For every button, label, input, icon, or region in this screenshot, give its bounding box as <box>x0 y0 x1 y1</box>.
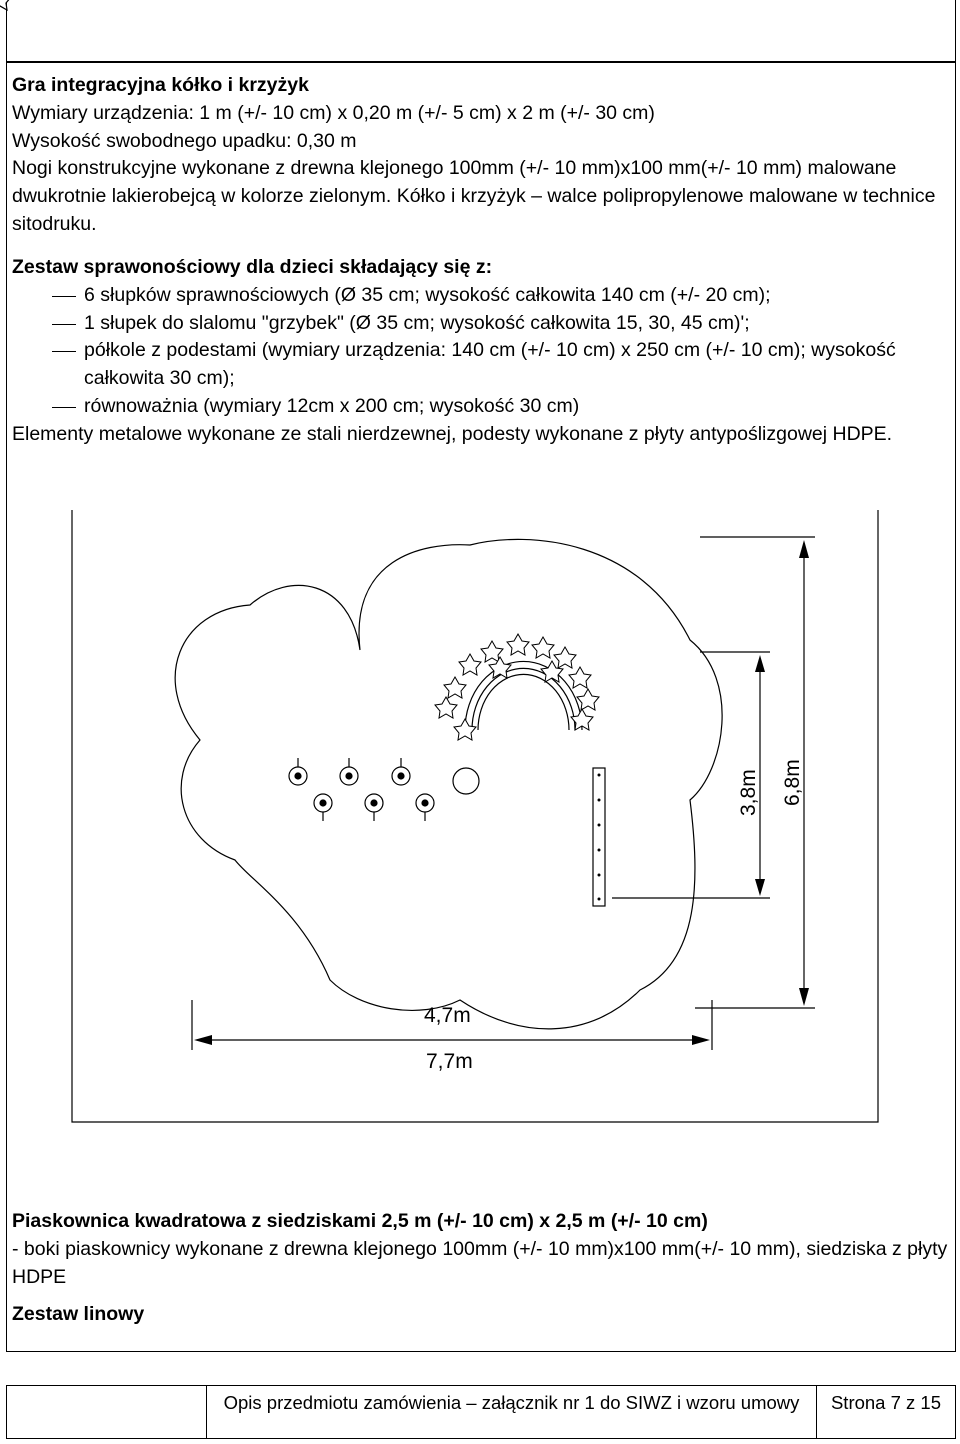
fitness-posts <box>289 758 479 821</box>
footer-description: Opis przedmiotu zamówienia – załącznik nr 1 do SIWZ i wzoru umowy <box>207 1386 817 1438</box>
section-title: Zestaw sprawonościowy dla dzieci składający się z: <box>12 256 493 278</box>
fitness-post <box>365 794 383 821</box>
dimension-label-outer-width: 7,7m <box>426 1050 473 1073</box>
fitness-post <box>314 794 332 821</box>
semicircle-arc <box>478 674 569 730</box>
balance-beam <box>593 768 605 906</box>
platform-star <box>569 667 591 688</box>
platform-star <box>532 637 554 658</box>
platform-star <box>577 689 599 710</box>
fitness-post <box>340 758 358 785</box>
fall-height-line: Wysokość swobodnego upadku: 0,30 m <box>12 129 357 152</box>
semicircle-platforms <box>0 0 582 730</box>
platform-star <box>435 697 457 718</box>
sandbox-description: - boki piaskownicy wykonane z drewna klejonego 100mm (+/- 10 mm)x100 mm(+/- 10 mm), siedziska z płyty HDPE <box>12 1237 948 1288</box>
arrow-head <box>755 879 765 896</box>
dimension-label-inner-height: 3,8m <box>737 769 760 816</box>
section-title: Gra integracyjna kółko i krzyżyk <box>12 74 309 96</box>
dimensions-line: Wymiary urządzenia: 1 m (+/- 10 cm) x 0,20 m (+/- 5 cm) x 2 m (+/- 30 cm) <box>12 101 655 124</box>
list-item: równoważnia (wymiary 12cm x 200 cm; wysokość 30 cm) <box>12 393 948 421</box>
page-number: Strona 7 z 15 <box>830 1392 942 1413</box>
safety-zone-outline <box>175 539 722 1028</box>
construction-description: Nogi konstrukcyjne wykonane z drewna klejonego 100mm (+/- 10 mm)x100 mm(+/- 10 mm) malowane dwukrotnie lakierobejcą w kolorze zielonym. Kółko i krzyżyk – walce polipropylenowe malowane w technice sitodruku. <box>12 157 936 235</box>
platform-star <box>507 634 529 655</box>
arrow-head <box>799 988 809 1006</box>
section-title: Piaskownica kwadratowa z siedziskami 2,5 m (+/- 10 cm) x 2,5 m (+/- 10 cm) <box>12 1210 708 1232</box>
platform-star <box>459 654 481 675</box>
section-title-rope-set: Zestaw linowy <box>12 1303 145 1326</box>
fitness-post <box>416 794 434 821</box>
page-footer <box>6 1385 956 1439</box>
fitness-post <box>289 758 307 785</box>
fitness-post <box>392 758 410 785</box>
materials-note: Elementy metalowe wykonane ze stali nierdzewnej, podesty wykonane z płyty antypoślizgowej HDPE. <box>12 422 893 445</box>
slalom-post <box>453 768 479 794</box>
footer-cell-empty <box>7 1386 207 1438</box>
section-sandbox <box>12 1208 948 1329</box>
arrow-head <box>799 540 809 558</box>
arrow-head <box>692 1035 710 1045</box>
list-item: półkole z podestami (wymiary urządzenia: 140 cm (+/- 10 cm) x 250 cm (+/- 10 cm); wysokość całkowita 30 cm); <box>12 337 948 393</box>
arrow-head <box>755 655 765 672</box>
arrow-head <box>194 1035 212 1045</box>
list-item: 1 słupek do slalomu "grzybek" (Ø 35 cm; wysokość całkowita 15, 30, 45 cm)'; <box>12 310 948 338</box>
semicircle-arc <box>472 668 575 730</box>
list-item: 6 słupków sprawnościowych (Ø 35 cm; wysokość całkowita 140 cm (+/- 20 cm); <box>12 282 948 310</box>
dimension-label-inner-width: 4,7m <box>424 1004 471 1027</box>
platform-star <box>554 647 576 668</box>
dimension-label-outer-height: 6,8m <box>781 759 804 806</box>
semicircle-arc <box>465 661 582 730</box>
platform-star <box>444 677 466 698</box>
